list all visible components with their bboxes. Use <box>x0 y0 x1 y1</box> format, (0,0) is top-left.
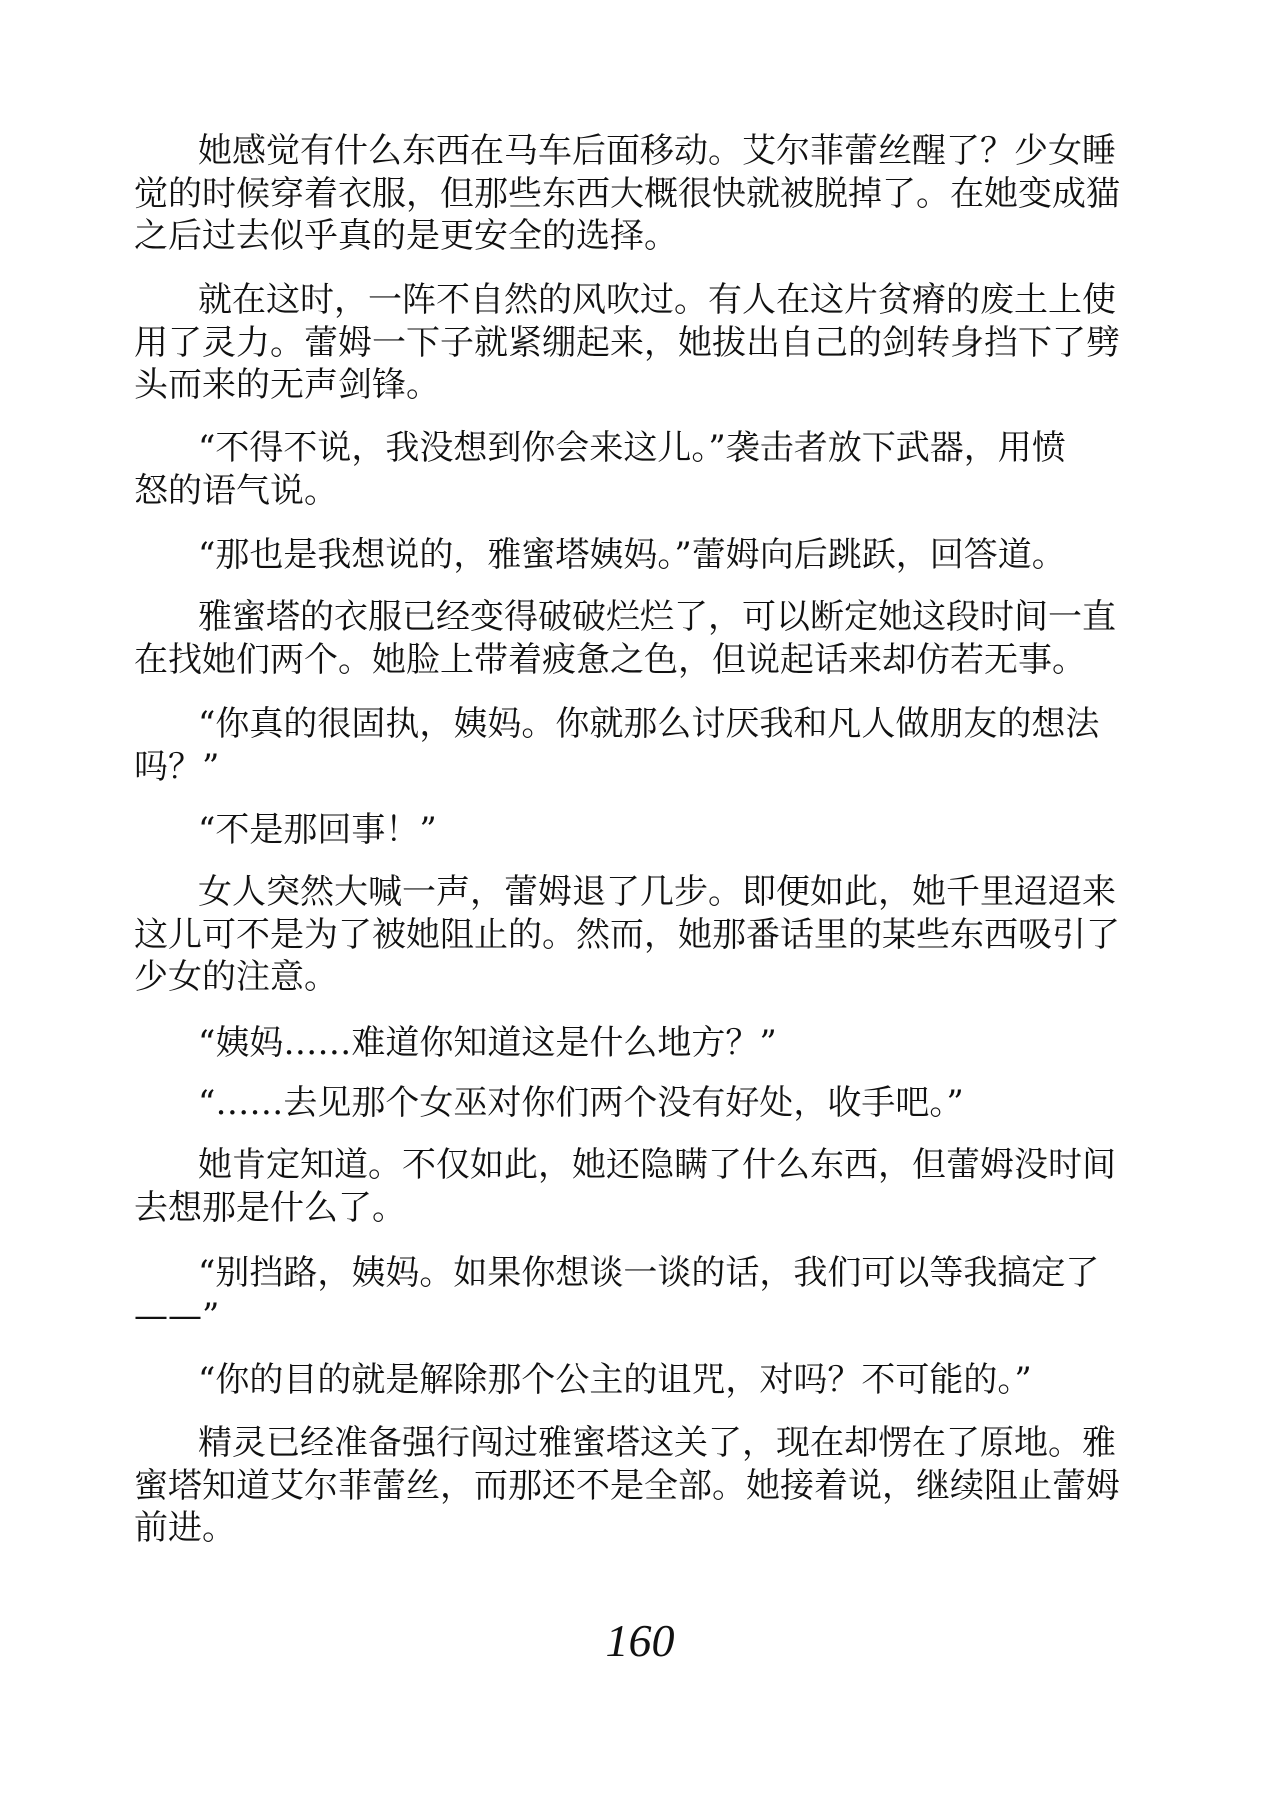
text-line: “姨妈……难道你知道这是什么地方？” <box>198 1023 777 1063</box>
text-line: 在找她们两个。她脸上带着疲惫之色，但说起话来却仿若无事。 <box>134 639 1086 680</box>
text-line: “不得不说，我没想到你会来这儿。”袭击者放下武器，用愤 <box>198 428 1066 468</box>
text-line: 她肯定知道。不仅如此，她还隐瞒了什么东西，但蕾姆没时间 <box>198 1145 1116 1185</box>
text-line: “别挡路，姨妈。如果你想谈一谈的话，我们可以等我搞定了 <box>198 1253 1100 1293</box>
paragraph <box>134 1359 1064 1402</box>
text-line: 就在这时，一阵不自然的风吹过。有人在这片贫瘠的废土上使 <box>198 280 1116 320</box>
paragraph <box>134 1022 1064 1065</box>
text-line: 吗？” <box>134 746 220 787</box>
text-line: 她感觉有什么东西在马车后面移动。艾尔菲蕾丝醒了？少女睡 <box>198 131 1116 171</box>
text-line: ——” <box>134 1295 220 1336</box>
text-line: 前进。 <box>134 1508 236 1548</box>
paragraph <box>134 534 1064 577</box>
paragraph <box>134 1082 1064 1125</box>
text-line: 女人突然大喊一声，蕾姆退了几步。即便如此，她千里迢迢来 <box>198 872 1116 912</box>
text-line: 这儿可不是为了被她阻止的。然而，她那番话里的某些东西吸引了 <box>134 914 1120 955</box>
paragraph <box>134 871 1120 999</box>
text-line: “你真的很固执，姨妈。你就那么讨厌我和凡人做朋友的想法 <box>198 704 1100 744</box>
paragraph <box>134 279 1120 407</box>
page-number: 160 <box>605 1615 675 1666</box>
paragraph <box>134 1144 1116 1229</box>
paragraph <box>134 130 1120 258</box>
text-line: “……去见那个女巫对你们两个没有好处，收手吧。” <box>198 1083 964 1123</box>
text-line: 觉的时候穿着衣服，但那些东西大概很快就被脱掉了。在她变成猫 <box>134 173 1120 214</box>
paragraph <box>134 1252 1100 1337</box>
text-line: 蜜塔知道艾尔菲蕾丝，而那还不是全部。她接着说，继续阻止蕾姆 <box>134 1465 1120 1506</box>
text-line: 少女的注意。 <box>134 957 338 997</box>
paragraph <box>134 1422 1120 1550</box>
text-line: 去想那是什么了。 <box>134 1187 406 1228</box>
text-line: 怒的语气说。 <box>134 470 338 511</box>
text-line: 之后过去似乎真的是更安全的选择。 <box>134 216 678 256</box>
paragraph <box>134 427 1064 512</box>
text-line: 头而来的无声剑锋。 <box>134 365 440 405</box>
text-line: 雅蜜塔的衣服已经变得破破烂烂了，可以断定她这段时间一直 <box>198 597 1116 637</box>
text-line: 用了灵力。蕾姆一下子就紧绷起来，她拔出自己的剑转身挡下了劈 <box>134 322 1120 363</box>
text-line: “不是那回事！” <box>198 810 437 850</box>
paragraph <box>134 596 1116 681</box>
text-line: “你的目的就是解除那个公主的诅咒，对吗？不可能的。” <box>198 1360 1032 1400</box>
paragraph <box>134 703 1100 788</box>
text-line: 精灵已经准备强行闯过雅蜜塔这关了，现在却愣在了原地。雅 <box>198 1423 1116 1463</box>
text-line: “那也是我想说的，雅蜜塔姨妈。”蕾姆向后跳跃，回答道。 <box>198 535 1066 575</box>
paragraph <box>134 809 1064 852</box>
